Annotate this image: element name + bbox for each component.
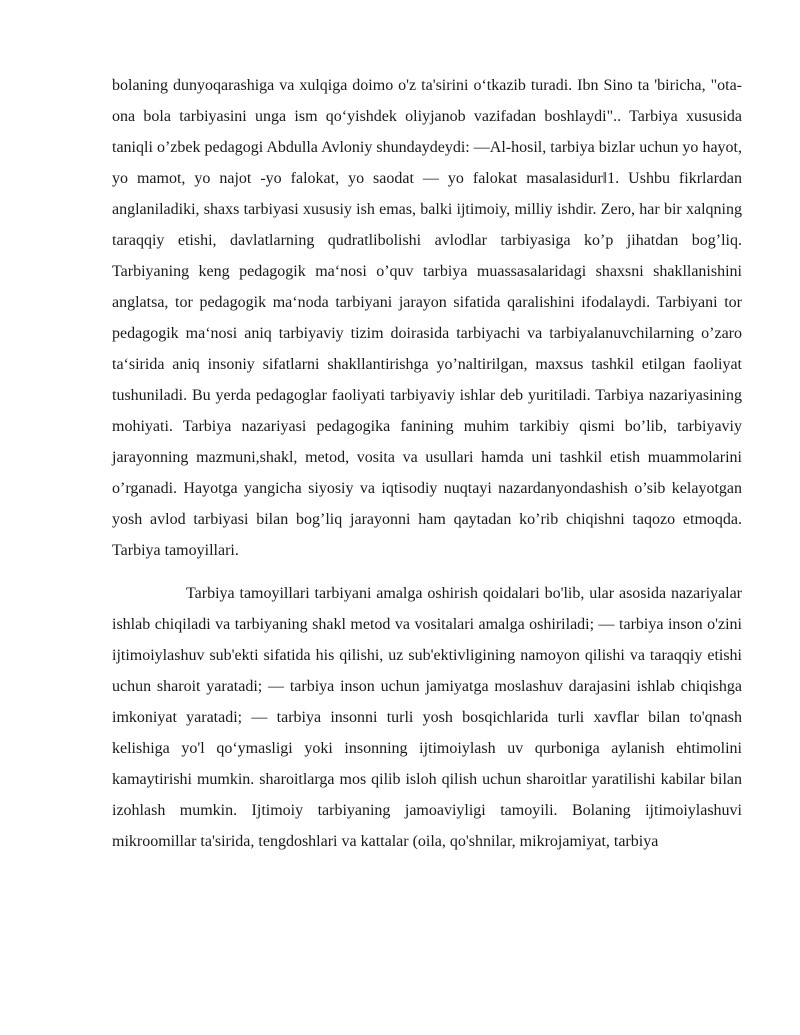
body-paragraph: Tarbiya tamoyillari tarbiyani amalga oshirish qoidalari bo'lib, ular asosida nazariyalar ishlab chiqiladi va tarbiyaning shakl metod va vositalari amalga oshiriladi; — tarbiya inson o'zini ijtimoiylashuv sub'ekti sifatida his qilishi, uz sub'ektivligining namoyon qilishi va taraqqiy etishi uchun sharoit yaratadi; — tarbiya inson uchun jamiyatga moslashuv darajasini ishlab chiqishga imkoniyat yaratadi; — tarbiya insonni turli yosh bosqichlarida turli xavflar bilan to'qnash kelishiga yo'l qo‘ymasligi yoki insonning ijtimoiylash uv qurboniga aylanish ehtimolini kamaytirishi mumkin. sharoitlarga mos qilib isloh qilish uchun sharoitlar yaratilishi kabilar bilan izohlash mumkin. Ijtimoiy tarbiyaning jamoaviyligi tamoyili. Bolaning ijtimoiylashuvi mikroomillar ta'sirida, tengdoshlari va kattalar (oila, qo'shnilar, mikrojamiyat, tarbiya [112, 585, 742, 850]
body-paragraph: bolaning dunyoqarashiga va xulqiga doimo o'z ta'sirini o‘tkazib turadi. Ibn Sino ta 'biricha, "ota-ona bola tarbiyasini unga ism qo‘yishdek oliyjanob vazifadan boshlaydi".. Tarbiya xususida taniqli o’zbek pedagogi Abdulla Avloniy shundaydeydi: ―Al-hosil, tarbiya bizlar uchun yo hayot, yo mamot, yo najot -yo falokat, yo saodat — yo falokat masalasidur‖1. Ushbu fikrlardan anglaniladiki, shaxs tarbiyasi xususiy ish emas, balki ijtimoiy, milliy ishdir. Zero, har bir xalqning taraqqiy etishi, davlatlarning qudratlibolishi avlodlar tarbiyasiga ko’p jihatdan bog’liq. Tarbiyaning keng pedagogik ma‘nosi o’quv tarbiya muassasalaridagi shaxsni shakllanishini anglatsa, tor pedagogik ma‘noda tarbiyani jarayon sifatida qaralishini ifodalaydi. Tarbiyani tor pedagogik ma‘nosi aniq tarbiyaviy tizim doirasida tarbiyachi va tarbiyalanuvchilarning o’zaro ta‘sirida aniq insoniy sifatlarni shakllantirishga yo’naltirilgan, maxsus tashkil etilgan faoliyat tushuniladi. Bu yerda pedagoglar faoliyati tarbiyaviy ishlar deb yuritiladi. Tarbiya nazariyasining mohiyati. Tarbiya nazariyasi pedagogika fanining muhim tarkibiy qismi bo’lib, tarbiyaviy jarayonning mazmuni,shakl, metod, vosita va usullari hamda uni tashkil etish muammolarini o’rganadi. Hayotga yangicha siyosiy va iqtisodiy nuqtayi nazardanyondashish o’sib kelayotgan yosh avlod tarbiyasi bilan bog’liq jarayonni ham qaytadan ko’rib chiqishni taqozo etmoqda. Tarbiya tamoyillari. [112, 77, 742, 559]
document-page [112, 70, 742, 857]
